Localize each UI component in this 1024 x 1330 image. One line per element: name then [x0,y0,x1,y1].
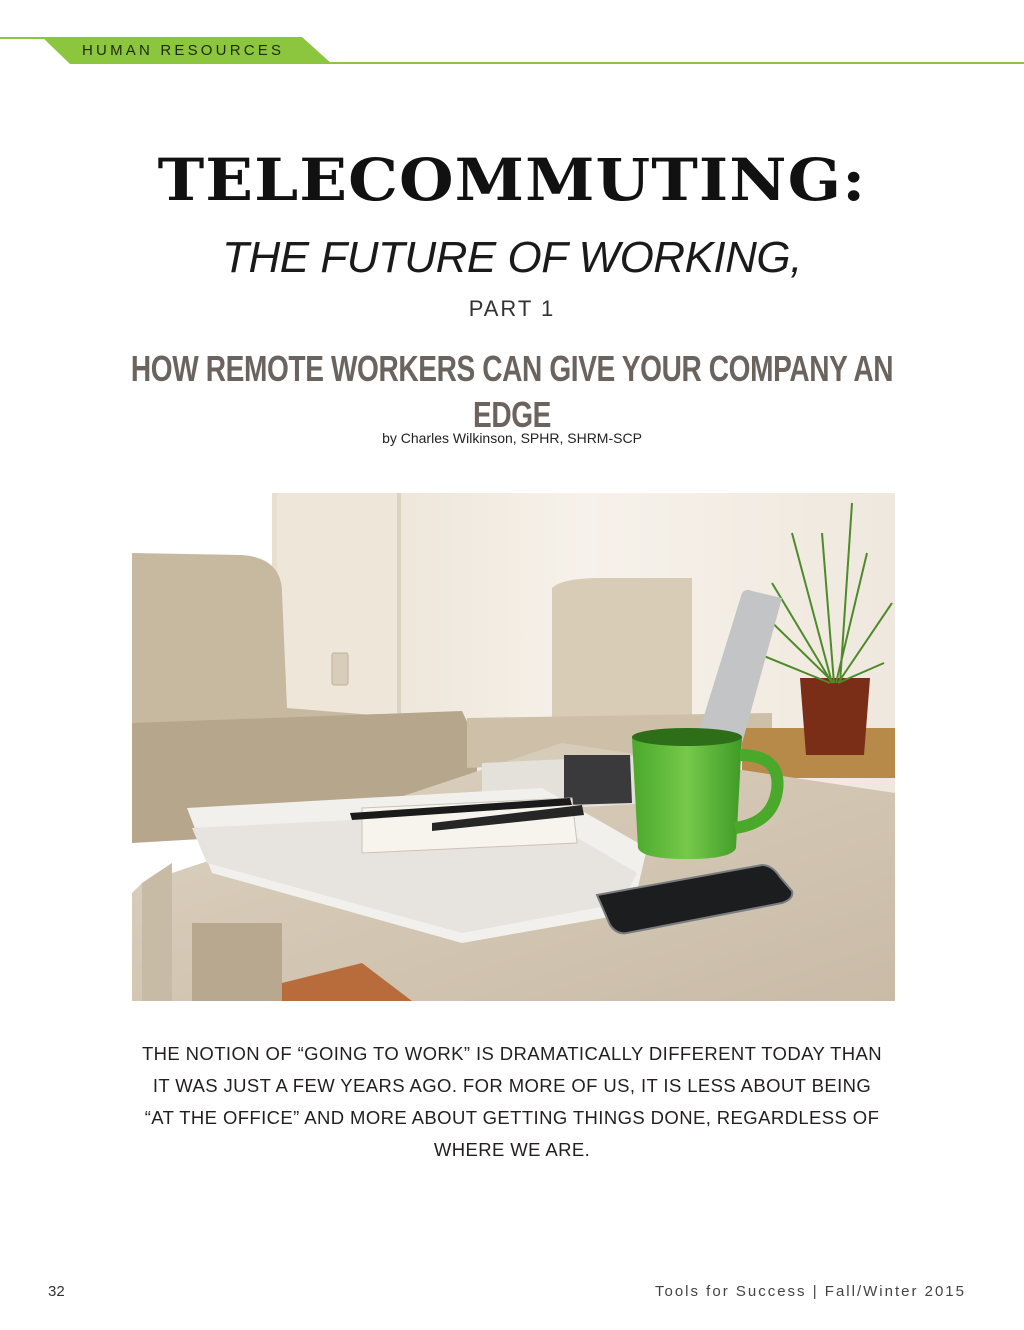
section-rule [300,62,1024,64]
article-part: PART 1 [468,296,556,321]
publication-footer: Tools for Success | Fall/Winter 2015 [655,1283,966,1300]
article-lead: THE NOTION OF “GOING TO WORK” IS DRAMATICALLY DIFFERENT TODAY THAN IT WAS JUST A FEW YEARS AGO. FOR MORE OF US, IT IS LESS ABOUT BEING “AT THE OFFICE” AND MORE ABOUT GETTING THINGS DONE, REGARDLESS OF WHERE WE ARE. [141,1043,883,1160]
article-subtitle: THE FUTURE OF WORKING, [222,233,802,282]
article-deck: HOW REMOTE WORKERS CAN GIVE YOUR COMPANY AN EDGE [130,348,894,435]
page-number: 32 [48,1283,65,1300]
section-label: HUMAN RESOURCES [82,42,285,59]
home-office-photo [132,493,895,1001]
article-byline: by Charles Wilkinson, SPHR, SHRM-SCP [382,430,642,446]
article-title: TELECOMMUTING: [157,146,867,214]
section-header [0,37,1024,65]
